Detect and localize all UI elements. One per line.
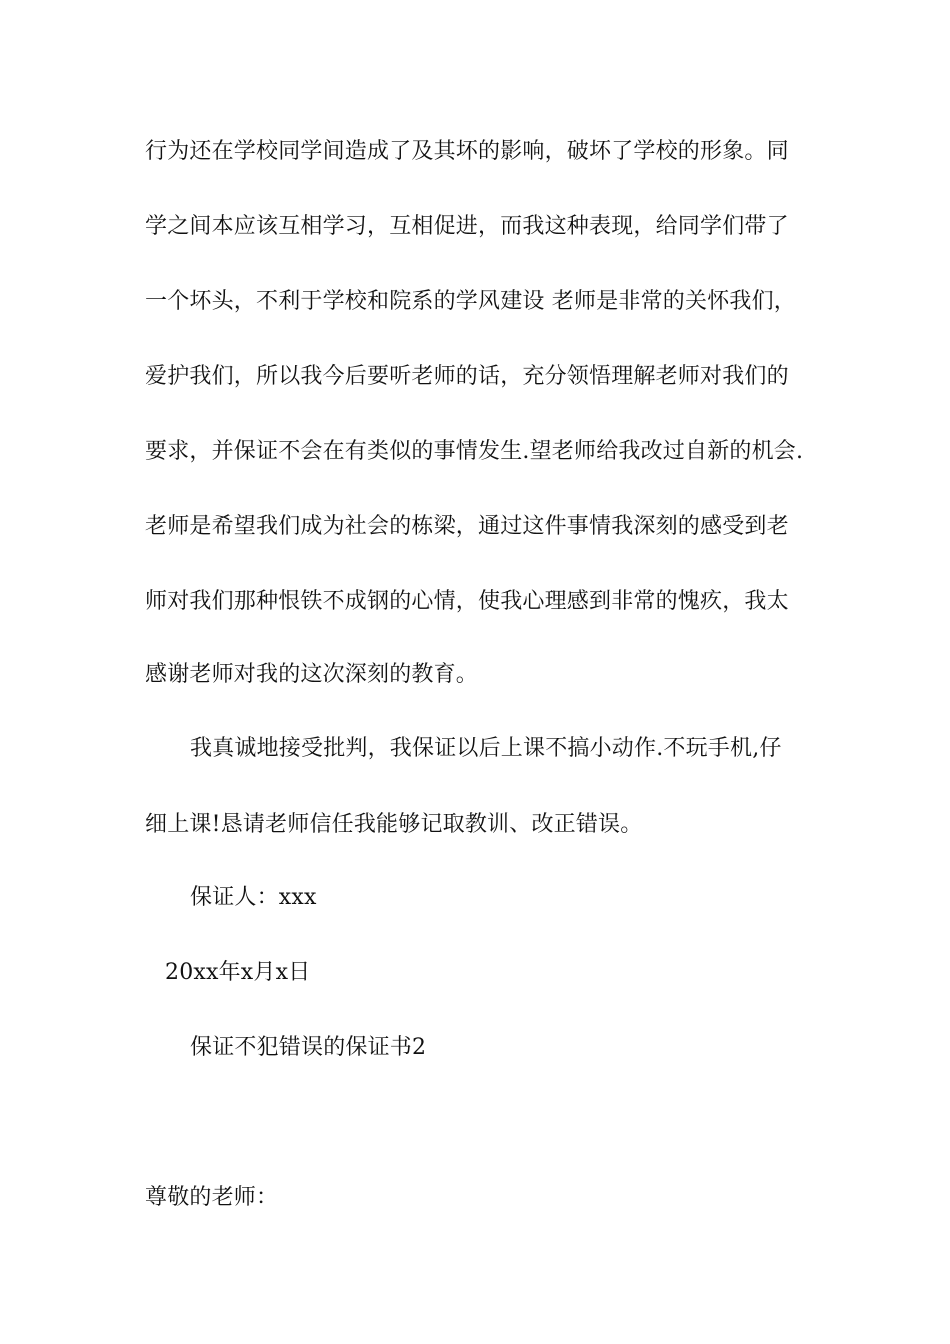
paragraph-line: 老师是希望我们成为社会的栋梁，通过这件事情我深刻的感受到老 xyxy=(145,514,789,539)
paragraph-line: 一个坏头，不利于学校和院系的学风建设 老师是非常的关怀我们， xyxy=(145,289,796,314)
paragraph-line: 行为还在学校同学间造成了及其坏的影响，破坏了学校的形象。同 xyxy=(145,139,789,164)
section-title: 保证不犯错误的保证书2 xyxy=(190,1035,427,1060)
paragraph-line: 感谢老师对我的这次深刻的教育。 xyxy=(145,662,479,687)
guarantor-signature: 保证人：xxx xyxy=(190,885,317,910)
pledge-line: 我真诚地接受批判，我保证以后上课不搞小动作.不玩手机,仔 xyxy=(190,736,782,761)
pledge-line: 细上课!恳请老师信任我能够记取教训、改正错误。 xyxy=(145,812,643,837)
paragraph-line: 要求，并保证不会在有类似的事情发生.望老师给我改过自新的机会. xyxy=(145,439,804,464)
paragraph-line: 爱护我们，所以我今后要听老师的话，充分领悟理解老师对我们的 xyxy=(145,364,789,389)
paragraph-line: 师对我们那种恨铁不成钢的心情，使我心理感到非常的愧疚，我太 xyxy=(145,589,789,614)
salutation: 尊敬的老师： xyxy=(145,1185,279,1210)
signature-date: 20xx年x月x日 xyxy=(165,960,311,985)
paragraph-line: 学之间本应该互相学习，互相促进，而我这种表现，给同学们带了 xyxy=(145,214,789,239)
